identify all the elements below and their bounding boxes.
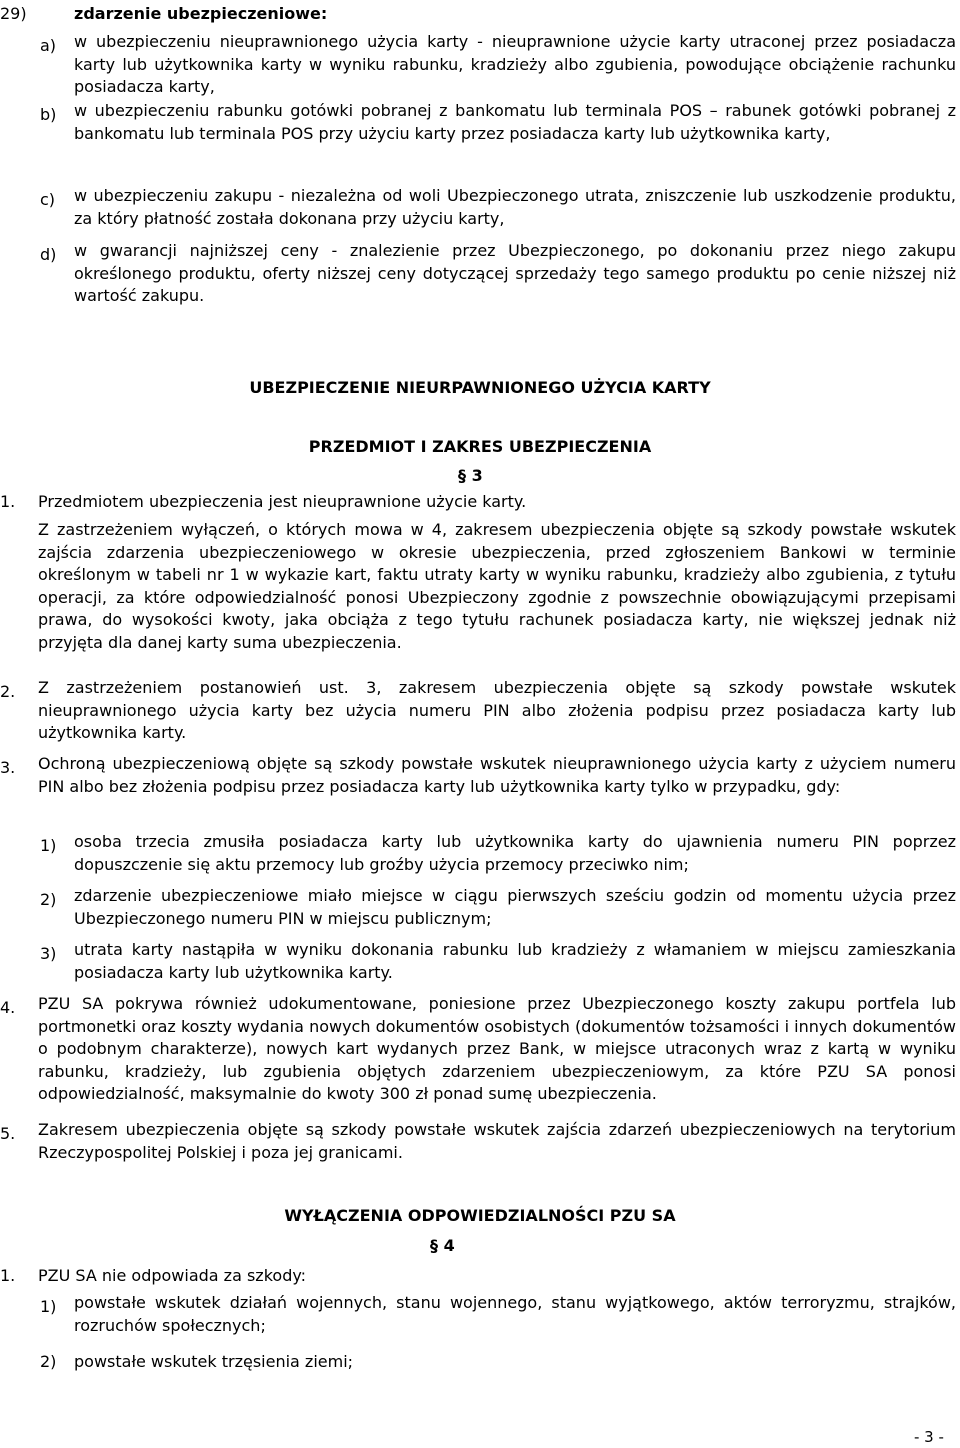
item-text: w ubezpieczeniu nieuprawnionego użycia karty - nieuprawnione użycie karty utraconej przez posiadacza karty lub użytkownika karty w wyniku rabunku, kradzieży albo zgubienia, powodujące obciążenie rachunku posiadacza karty, xyxy=(74,32,956,96)
point-number: 3. xyxy=(0,758,16,777)
item-letter: d) xyxy=(40,245,57,264)
subpoint-text: zdarzenie ubezpieczeniowe miało miejsce w ciągu pierwszych sześciu godzin od momentu użycia przez Ubezpieczonego numeru PIN w miejscu publicznym; xyxy=(74,886,956,928)
item-letter: b) xyxy=(40,105,57,124)
subpoint-number: 3) xyxy=(40,944,57,963)
section-sign-icon: § xyxy=(458,466,466,485)
subpoint-text: powstałe wskutek trzęsienia ziemi; xyxy=(74,1352,354,1371)
point-number: 1. xyxy=(0,1266,16,1285)
point-text: PZU SA nie odpowiada za szkody: xyxy=(38,1266,307,1285)
paragraph-number: 4 xyxy=(443,1236,455,1255)
point-number: 1. xyxy=(0,492,16,511)
subpoint-text: utrata karty nastąpiła w wyniku dokonania rabunku lub kradzieży z włamaniem w miejscu zamieszkania posiadacza karty lub użytkownika karty. xyxy=(74,940,956,982)
section-number: 29) xyxy=(0,4,27,23)
subpoint-text: osoba trzecia zmusiła posiadacza karty lub użytkownika karty do ujawnienia numeru PIN poprzez dopuszczenie się aktu przemocy lub groźby użycia przemocy przeciwko nim; xyxy=(74,832,956,874)
point-number: 5. xyxy=(0,1124,16,1143)
subpoint-number: 1) xyxy=(40,836,57,855)
point-text: Z zastrzeżeniem postanowień ust. 3, zakresem ubezpieczenia objęte są szkody powstałe wskutek nieuprawnionego użycia karty bez użycia numeru PIN albo złożenia podpisu przez posiadacza karty lub użytkownika karty. xyxy=(38,678,956,742)
point-text: Zakresem ubezpieczenia objęte są szkody powstałe wskutek zajścia zdarzeń ubezpieczeniowych na terytorium Rzeczypospolitej Polskiej i poza jej granicami. xyxy=(38,1120,956,1162)
page-number: - 3 - xyxy=(914,1428,944,1446)
section-title: zdarzenie ubezpieczeniowe: xyxy=(74,4,328,23)
paragraph-symbol-3 xyxy=(458,466,483,485)
item-letter: c) xyxy=(40,190,56,209)
item-letter: a) xyxy=(40,36,57,55)
item-text: w gwarancji najniższej ceny - znalezienie przez Ubezpieczonego, po dokonaniu przez niego zakupu określonego produktu, oferty niższej ceny dotyczącej sprzedaży tego samego produktu po cenie niższej niż wartość zakupu. xyxy=(74,241,956,305)
item-text: w ubezpieczeniu rabunku gotówki pobranej z bankomatu lub terminala POS – rabunek gotówki pobranej z bankomatu lub terminala POS przy użyciu karty przez posiadacza karty lub użytkownika karty, xyxy=(74,101,956,143)
point-number: 4. xyxy=(0,998,16,1017)
paragraph-symbol-4 xyxy=(430,1236,455,1255)
subpoint-number: 2) xyxy=(40,890,57,909)
subpoint-text: powstałe wskutek działań wojennych, stanu wojennego, stanu wyjątkowego, aktów terroryzmu, strajków, rozruchów społecznych; xyxy=(74,1293,956,1335)
main-heading: UBEZPIECZENIE NIEURPAWNIONEGO UŻYCIA KARTY xyxy=(249,378,711,397)
point-body: Z zastrzeżeniem wyłączeń, o których mowa w 4, zakresem ubezpieczenia objęte są szkody powstałe wskutek zajścia zdarzenia ubezpieczeniowego w okresie ubezpieczenia, przed zgłoszeniem Bankowi w terminie określonym w tabeli nr 1 w wykazie kart, faktu utraty karty w wyniku rabunku, kradzieży albo zgubienia, z tytułu operacji, za które odpowiedzialność ponosi Ubezpieczony zgodnie z powszechnie obowiązującymi przepisami prawa, do wysokości kwoty, jaka obciąża z tego tytułu rachunek posiadacza karty, nie większej jednak niż przyjęta dla danej karty suma ubezpieczenia. xyxy=(38,520,956,652)
paragraph-number: 3 xyxy=(471,466,483,485)
section-sign-icon: § xyxy=(430,1236,438,1255)
subpoint-number: 2) xyxy=(40,1352,57,1371)
subpoint-number: 1) xyxy=(40,1297,57,1316)
point-text: Przedmiotem ubezpieczenia jest nieuprawnione użycie karty. xyxy=(38,492,527,511)
scope-heading: PRZEDMIOT I ZAKRES UBEZPIECZENIA xyxy=(308,437,652,456)
item-text: w ubezpieczeniu zakupu - niezależna od woli Ubezpieczonego utrata, zniszczenie lub uszkodzenie produktu, za który płatność została dokonana przy użyciu karty, xyxy=(74,186,956,228)
point-number: 2. xyxy=(0,682,16,701)
point-text: Ochroną ubezpieczeniową objęte są szkody powstałe wskutek nieuprawnionego użycia karty z użyciem numeru PIN albo bez złożenia podpisu przez posiadacza karty lub użytkownika karty tylko w przypadku, gdy: xyxy=(38,754,956,796)
point-text: PZU SA pokrywa również udokumentowane, poniesione przez Ubezpieczonego koszty zakupu portfela lub portmonetki oraz koszty wydania nowych dokumentów osobistych (dokumentów tożsamości i innych dokumentów o podobnym charakterze), nowych kart wydanych przez Bank, w miejsce utraconych wraz z kartą w wyniku rabunku, kradzieży, lub zgubienia objętych zdarzeniem ubezpieczeniowym, za które PZU SA ponosi odpowiedzialność, maksymalnie do kwoty 300 zł ponad sumę ubezpieczenia. xyxy=(38,994,956,1103)
exclusions-heading: WYŁĄCZENIA ODPOWIEDZIALNOŚCI PZU SA xyxy=(284,1206,676,1225)
